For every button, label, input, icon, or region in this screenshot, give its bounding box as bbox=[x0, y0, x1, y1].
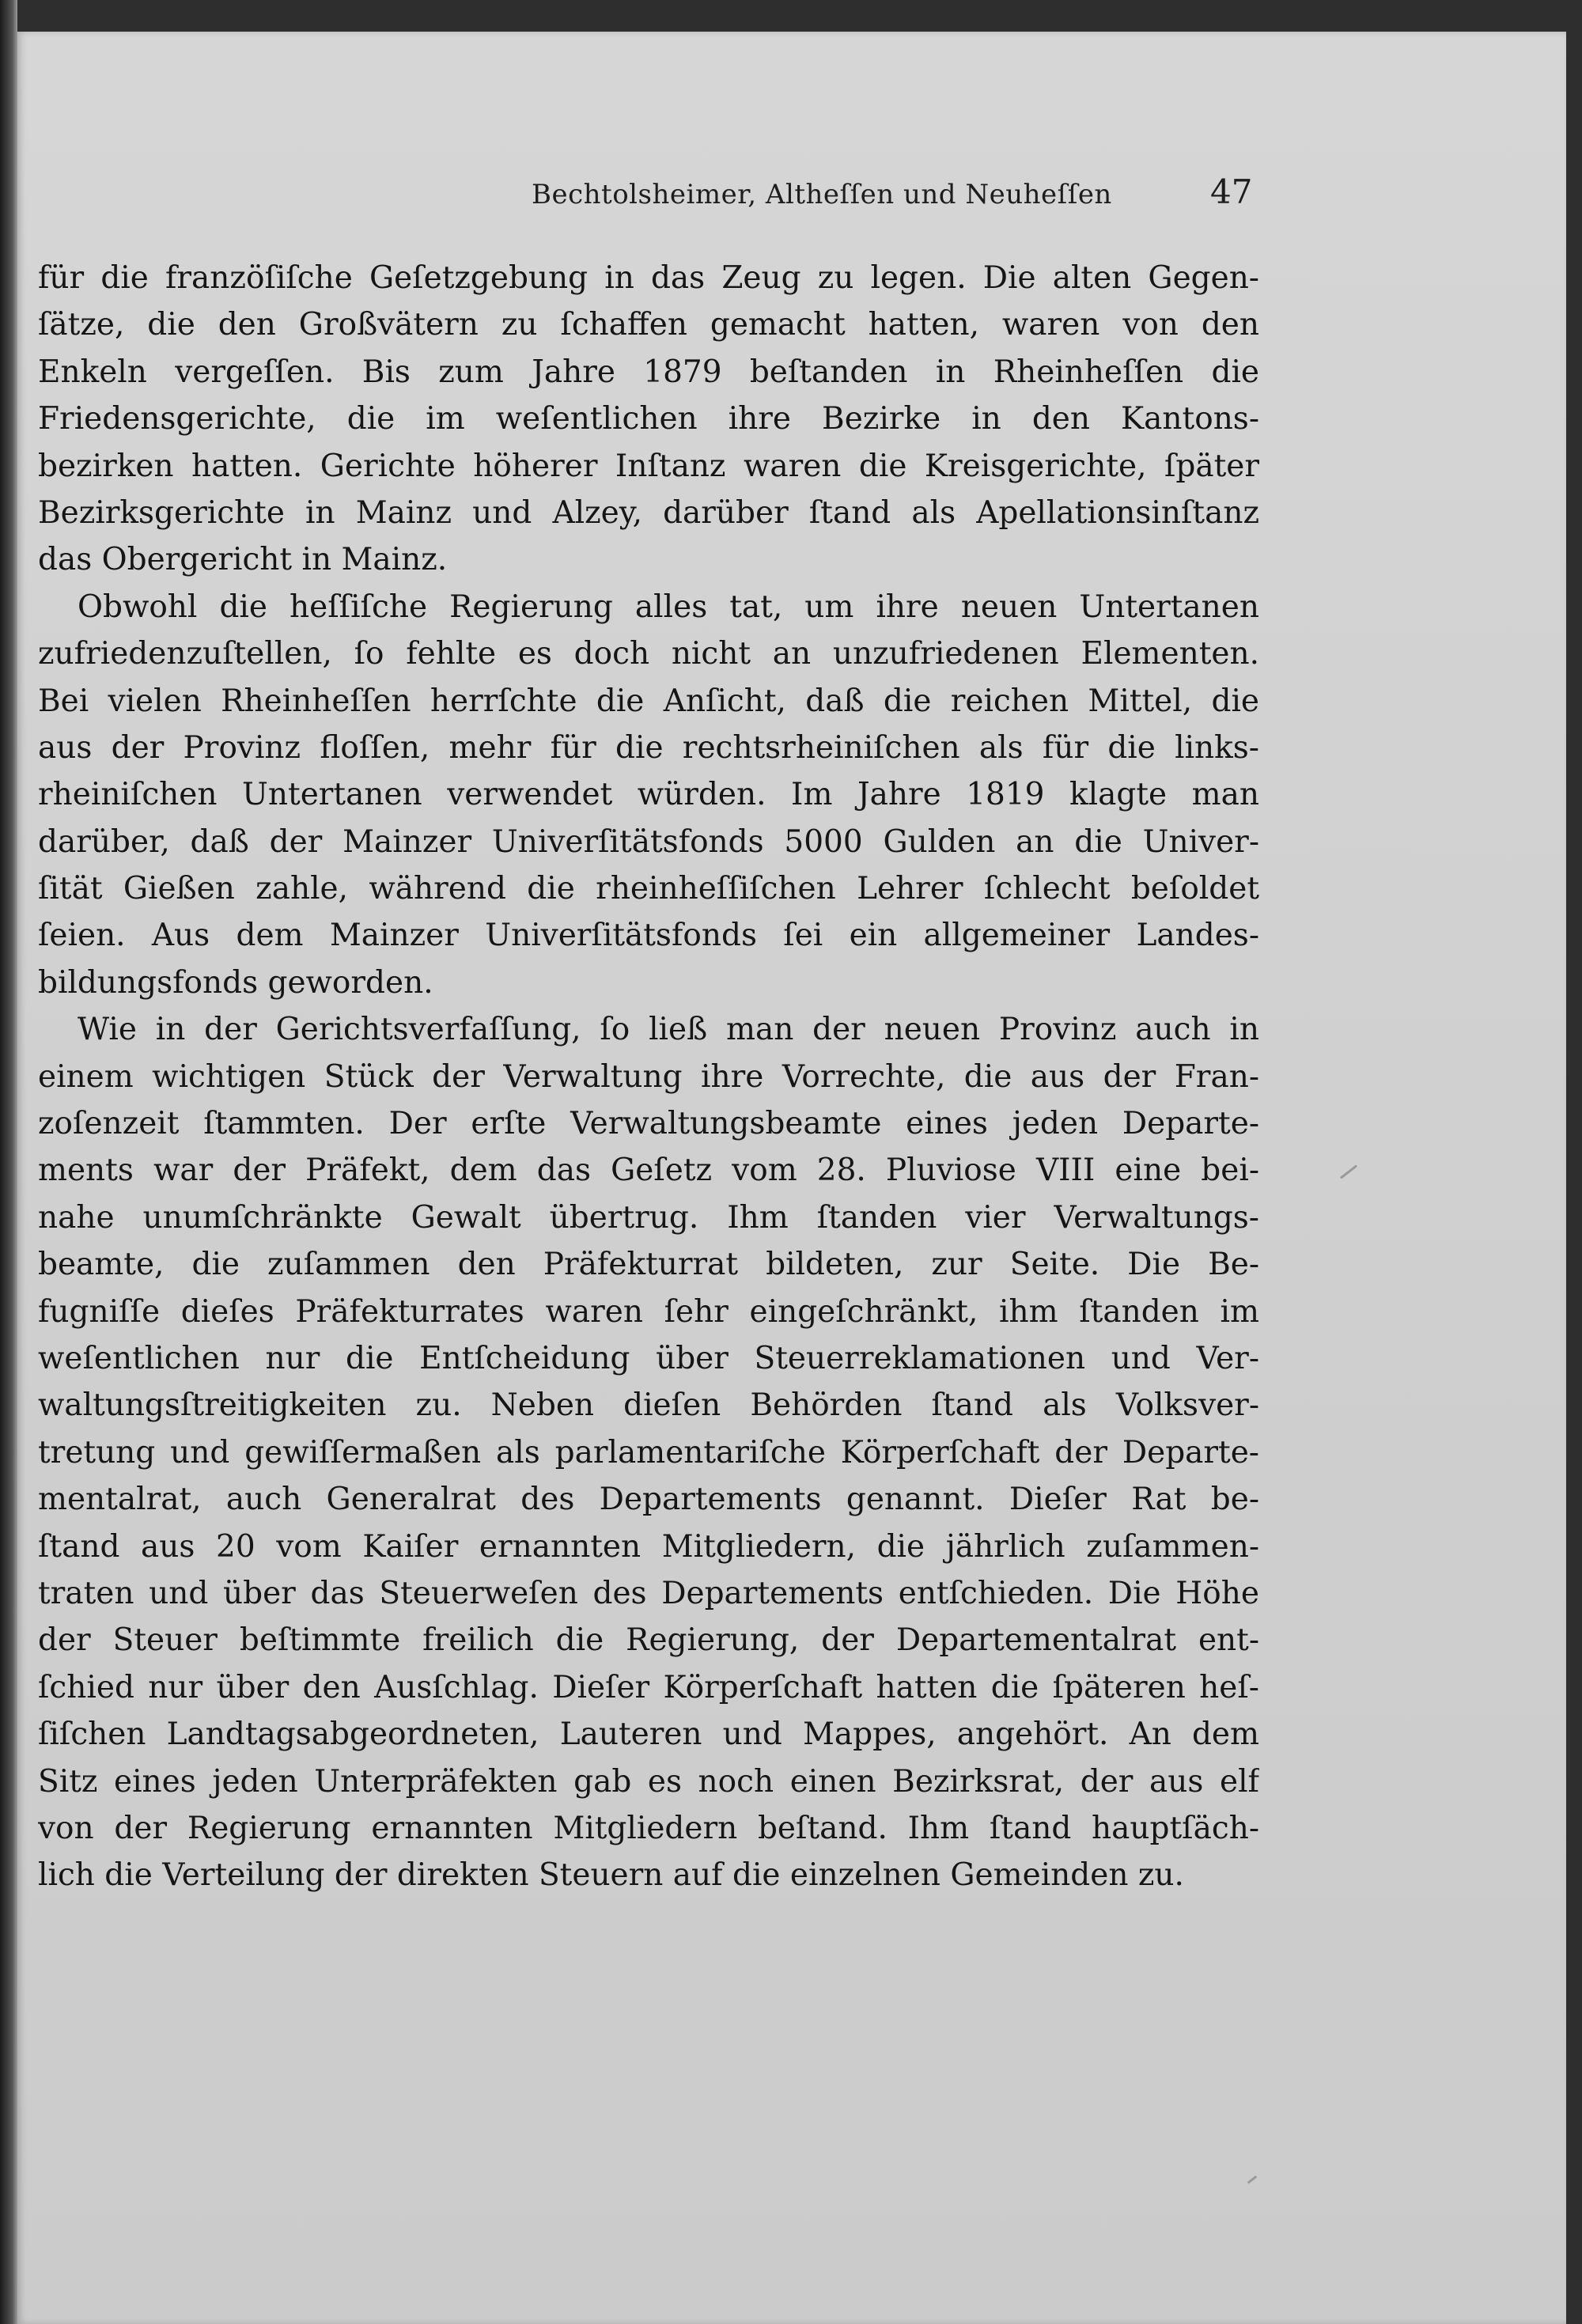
running-title: Bechtolsheimer, Altheſſen und Neuheſſen bbox=[532, 179, 1112, 210]
text-line: bildungsfonds geworden. bbox=[38, 964, 433, 1001]
text-line: aus der Provinz floſſen, mehr für die rechtsrheiniſchen als für die links- bbox=[38, 729, 1259, 766]
text-line: zoſenzeit ſtammten. Der erſte Verwaltungsbeamte eines jeden Departe- bbox=[38, 1106, 1259, 1142]
text-line: Sitz eines jeden Unterpräfekten gab es noch einen Bezirksrat, der aus elf bbox=[38, 1763, 1259, 1800]
text-line: für die franzöſiſche Geſetzgebung in das Zeug zu legen. Die alten Gegen- bbox=[38, 260, 1259, 296]
text-line: ſtand aus 20 vom Kaiſer ernannten Mitgliedern, die jährlich zuſammen- bbox=[38, 1528, 1259, 1565]
text-line: mentalrat, auch Generalrat des Departements genannt. Dieſer Rat be- bbox=[38, 1482, 1259, 1518]
text-line: zufriedenzuſtellen, ſo fehlte es doch nicht an unzufriedenen Elementen. bbox=[38, 636, 1259, 672]
text-line: nahe unumſchränkte Gewalt übertrug. Ihm ſtanden vier Verwaltungs- bbox=[38, 1199, 1259, 1236]
text-line: ſität Gießen zahle, während die rheinheſſiſchen Lehrer ſchlecht beſoldet bbox=[38, 871, 1259, 907]
text-line: ſchied nur über den Ausſchlag. Dieſer Körperſchaft hatten die ſpäteren heſ- bbox=[38, 1669, 1259, 1705]
text-line: ſiſchen Landtagsabgeordneten, Lauteren und Mappes, angehört. An dem bbox=[38, 1717, 1259, 1753]
text-line: der Steuer beſtimmte freilich die Regierung, der Departementalrat ent- bbox=[38, 1622, 1259, 1659]
text-line: lich die Verteilung der direkten Steuern auf die einzelnen Gemeinden zu. bbox=[38, 1857, 1184, 1894]
text-line: darüber, daß der Mainzer Univerſitätsfonds 5000 Gulden an die Univer- bbox=[38, 823, 1259, 860]
page-number: 47 bbox=[1210, 172, 1253, 211]
text-line: Obwohl die heſſiſche Regierung alles tat, um ihre neuen Untertanen bbox=[78, 589, 1259, 625]
text-line: ments war der Präfekt, dem das Geſetz vom 28. Pluviose VIII eine bei- bbox=[38, 1153, 1259, 1189]
text-line: Wie in der Gerichtsverfaſſung, ſo ließ man der neuen Provinz auch in bbox=[78, 1012, 1259, 1048]
body-text bbox=[38, 255, 1259, 1899]
text-line: weſentlichen nur die Entſcheidung über Steuerreklamationen und Ver- bbox=[38, 1340, 1259, 1376]
text-line: ſeien. Aus dem Mainzer Univerſitätsfonds ſei ein allgemeiner Landes- bbox=[38, 918, 1259, 954]
text-line: waltungsſtreitigkeiten zu. Neben dieſen Behörden ſtand als Volksver- bbox=[38, 1387, 1259, 1424]
text-line: tretung und gewiſſermaßen als parlamentariſche Körperſchaft der Departe- bbox=[38, 1434, 1259, 1470]
book-gutter-shadow bbox=[0, 0, 17, 2324]
text-line: Friedensgerichte, die im weſentlichen ihre Bezirke in den Kantons- bbox=[38, 401, 1259, 437]
text-line: beamte, die zuſammen den Präfekturrat bildeten, zur Seite. Die Be- bbox=[38, 1247, 1259, 1283]
text-line: rheiniſchen Untertanen verwendet würden. Im Jahre 1819 klagte man bbox=[38, 777, 1259, 813]
text-line: ſätze, die den Großvätern zu ſchaffen gemacht hatten, waren von den bbox=[38, 307, 1259, 343]
text-line: Bezirksgerichte in Mainz und Alzey, darüber ſtand als Apellationsinſtanz bbox=[38, 494, 1259, 531]
text-line: einem wichtigen Stück der Verwaltung ihre Vorrechte, die aus der Fran- bbox=[38, 1058, 1259, 1095]
text-line: Bei vielen Rheinheſſen herrſchte die Anſicht, daß die reichen Mittel, die bbox=[38, 683, 1259, 719]
text-line: Enkeln vergeſſen. Bis zum Jahre 1879 beſtanden in Rheinheſſen die bbox=[38, 354, 1259, 390]
text-line: das Obergericht in Mainz. bbox=[38, 542, 448, 578]
text-line: fugniſſe dieſes Präfekturrates waren ſehr eingeſchränkt, ihm ſtanden im bbox=[38, 1293, 1259, 1330]
text-line: traten und über das Steuerweſen des Departements entſchieden. Die Höhe bbox=[38, 1575, 1259, 1611]
text-line: bezirken hatten. Gerichte höherer Inſtanz waren die Kreisgerichte, ſpäter bbox=[38, 448, 1259, 484]
text-line: von der Regierung ernannten Mitgliedern beſtand. Ihm ſtand hauptſäch- bbox=[38, 1810, 1259, 1846]
